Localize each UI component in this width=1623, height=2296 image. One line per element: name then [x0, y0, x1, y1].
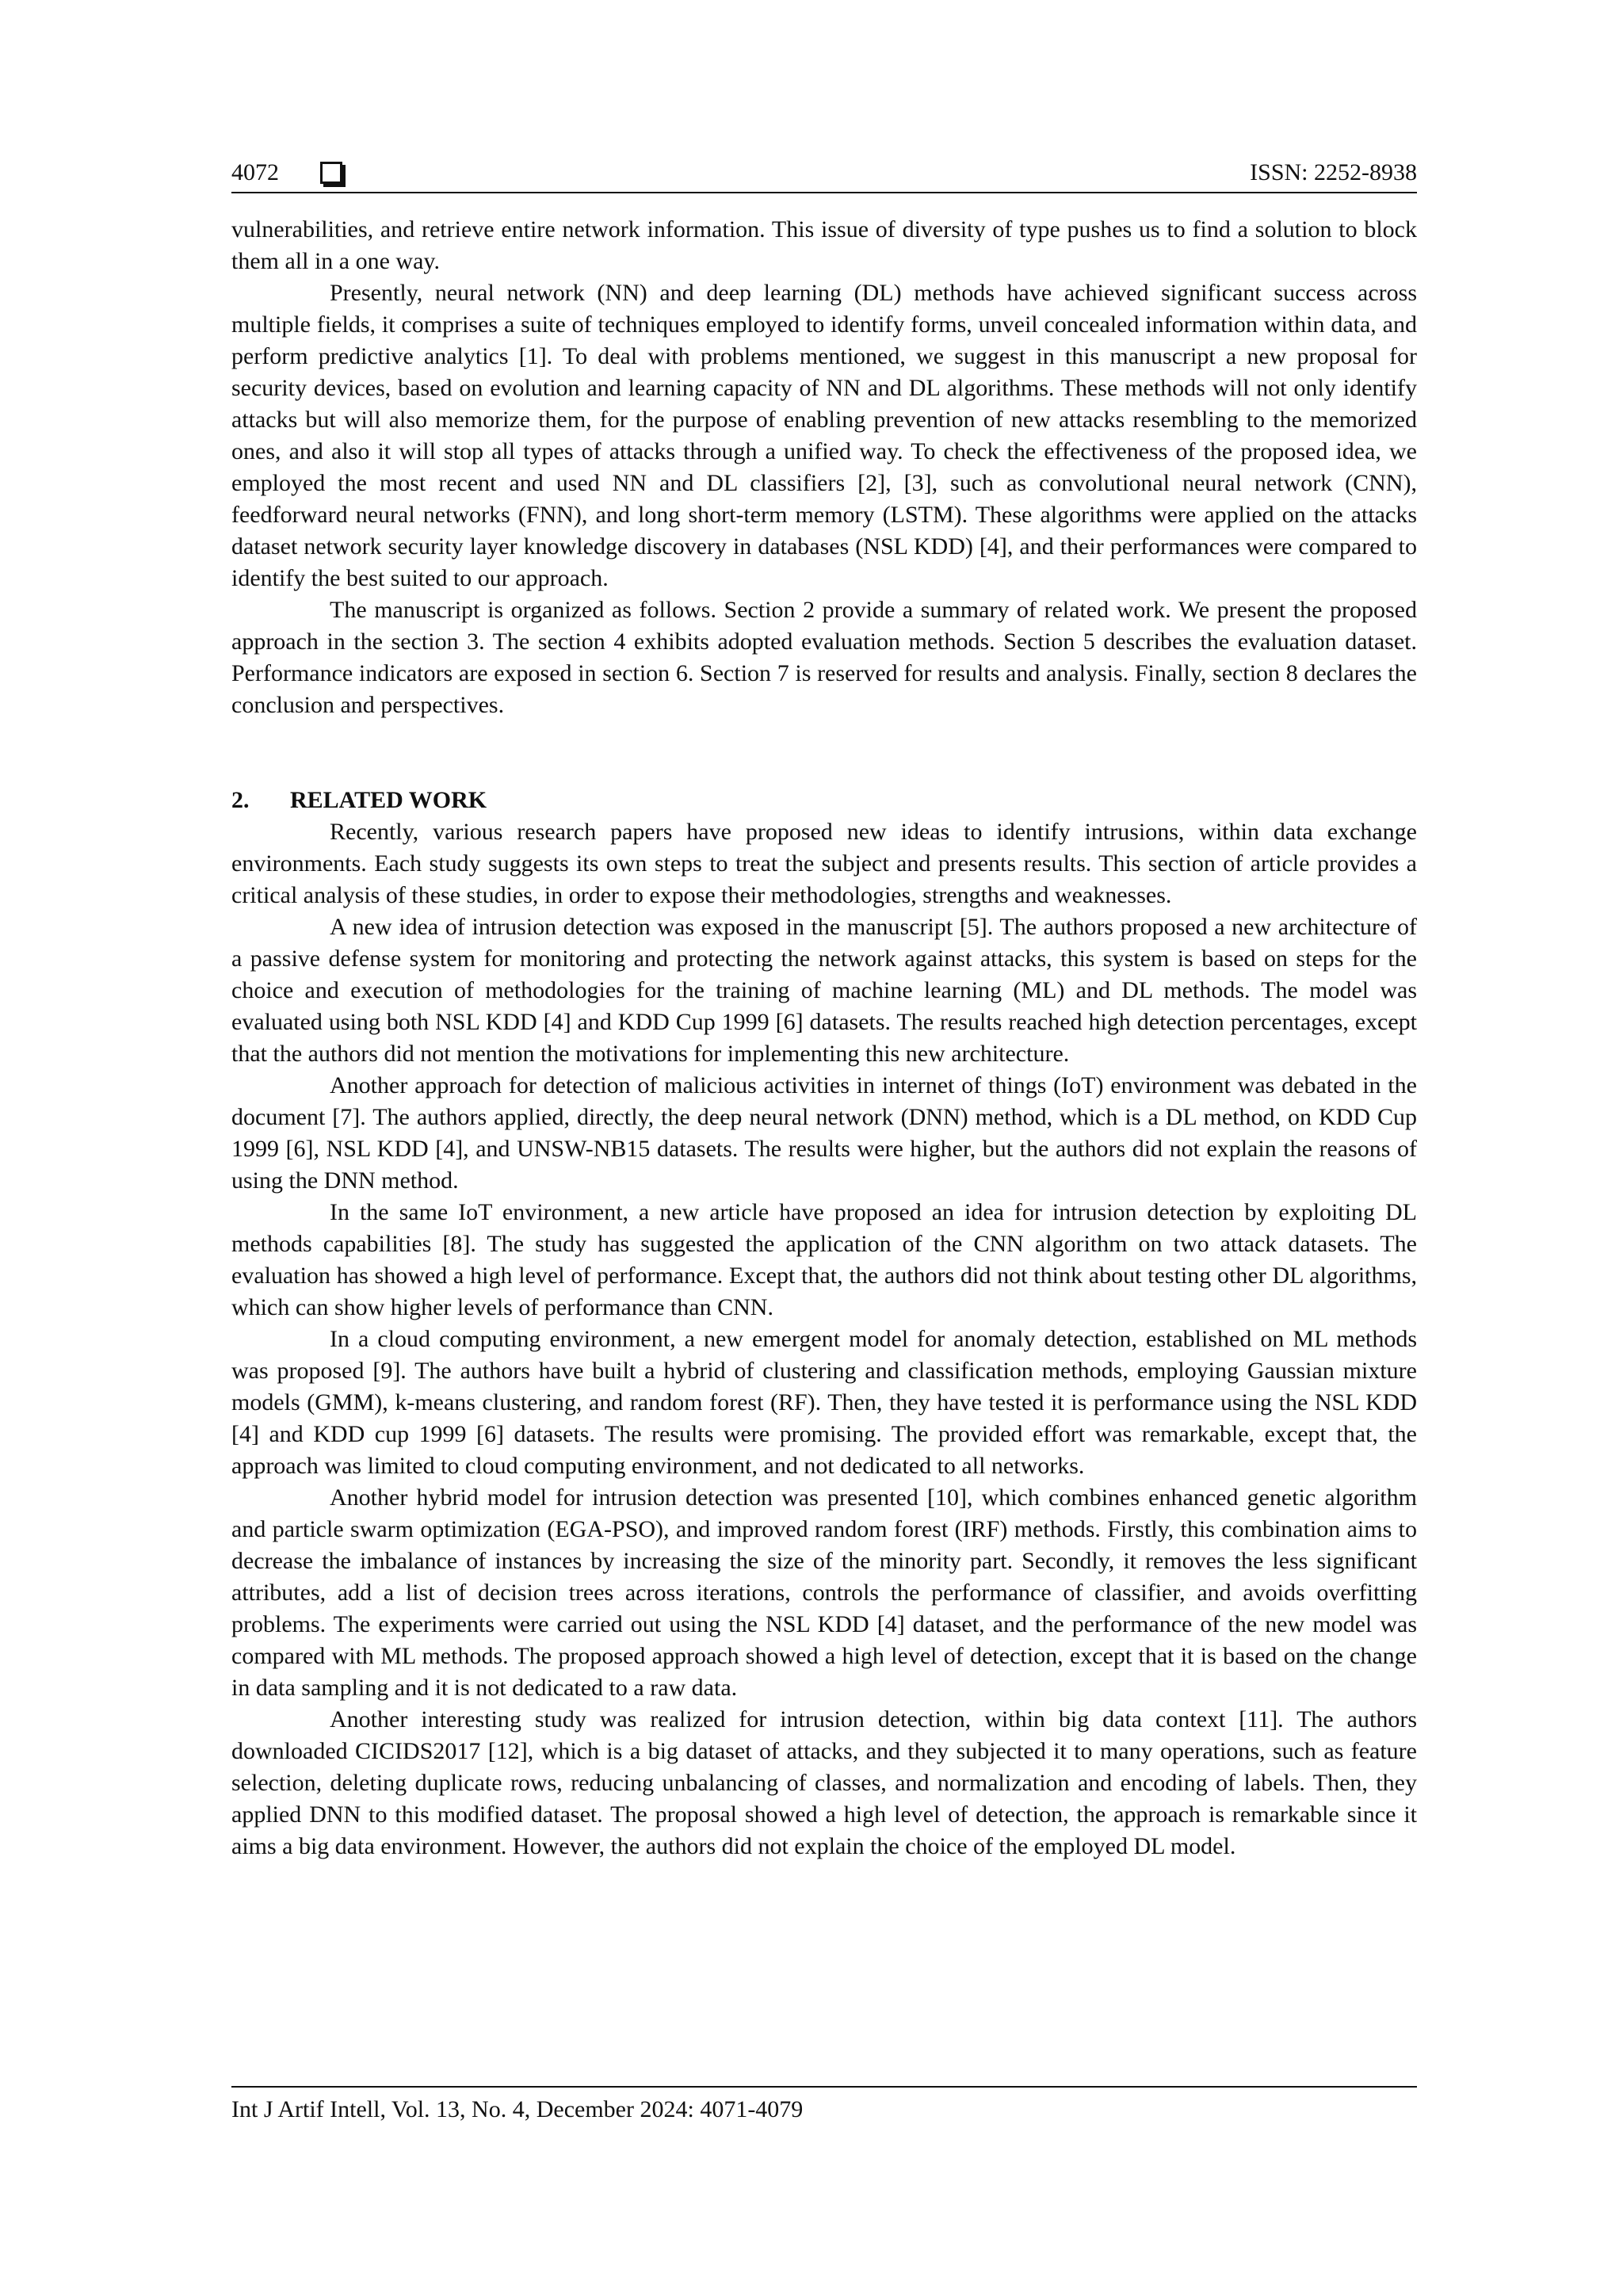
issn-label: ISSN: 2252-8938 [1250, 159, 1417, 185]
section-title: RELATED WORK [290, 787, 487, 813]
section-heading [231, 785, 1417, 816]
footer-citation: Int J Artif Intell, Vol. 13, No. 4, December 2024: 4071-4079 [231, 2096, 804, 2122]
paragraph: vulnerabilities, and retrieve entire network information. This issue of diversity of type pushes us to find a solution to block them all in a one way. [231, 216, 1417, 274]
paragraph: A new idea of intrusion detection was exposed in the manuscript [5]. The authors proposed a new architecture of a passive defense system for monitoring and protecting the network against attacks, this system is based on steps for the choice and execution of methodologies for the training of machine learning (ML) and DL methods. The model was evaluated using both NSL KDD [4] and KDD Cup 1999 [6] datasets. The results reached high detection percentages, except that the authors did not mention the motivations for implementing this new architecture. [231, 914, 1417, 1067]
paragraph: In the same IoT environment, a new article have proposed an idea for intrusion detection by exploiting DL methods capabilities [8]. The study has suggested the application of the CNN algorithm on two attack datasets. The evaluation has showed a high level of performance. Except that, the authors did not think about testing other DL algorithms, which can show higher levels of performance than CNN. [231, 1199, 1417, 1320]
section-number: 2. [231, 787, 250, 813]
page-number: 4072 [231, 159, 279, 185]
paragraph: The manuscript is organized as follows. Section 2 provide a summary of related work. We present the proposed approach in the section 3. The section 4 exhibits adopted evaluation methods. Section 5 describes the evaluation dataset. Performance indicators are exposed in section 6. Section 7 is reserved for results and analysis. Finally, section 8 declares the conclusion and perspectives. [231, 597, 1417, 718]
header-divider [231, 192, 1417, 193]
paragraph: Recently, various research papers have proposed new ideas to identify intrusions, within data exchange environments. Each study suggests its own steps to treat the subject and presents results. This section of article provides a critical analysis of these studies, in order to expose their methodologies, strengths and weaknesses. [231, 819, 1417, 908]
body-text [231, 214, 1417, 1862]
footer-divider [231, 2086, 1417, 2088]
paragraph: In a cloud computing environment, a new emergent model for anomaly detection, established on ML methods was proposed [9]. The authors have built a hybrid of clustering and classification methods, employing Gaussian mixture models (GMM), k-means clustering, and random forest (RF). Then, they have tested it is performance using the NSL KDD [4] and KDD cup 1999 [6] datasets. The results were promising. The provided effort was remarkable, except that, the approach was limited to cloud computing environment, and not dedicated to all networks. [231, 1326, 1417, 1479]
paragraph: Another approach for detection of malicious activities in internet of things (IoT) environment was debated in the document [7]. The authors applied, directly, the deep neural network (DNN) method, which is a DL method, on KDD Cup 1999 [6], NSL KDD [4], and UNSW-NB15 datasets. The results were higher, but the authors did not explain the reasons of using the DNN method. [231, 1072, 1417, 1194]
paragraph: Presently, neural network (NN) and deep learning (DL) methods have achieved significant success across multiple fields, it comprises a suite of techniques employed to identify forms, unveil concealed information within data, and perform predictive analytics [1]. To deal with problems mentioned, we suggest in this manuscript a new proposal for security devices, based on evolution and learning capacity of NN and DL algorithms. These methods will not only identify attacks but will also memorize them, for the purpose of enabling prevention of new attacks resembling to the memorized ones, and also it will stop all types of attacks through a unified way. To check the effectiveness of the proposed idea, we employed the most recent and used NN and DL classifiers [2], [3], such as convolutional neural network (CNN), feedforward neural networks (FNN), and long short-term memory (LSTM). These algorithms were applied on the attacks dataset network security layer knowledge discovery in databases (NSL KDD) [4], and their performances were compared to identify the best suited to our approach. [231, 280, 1417, 591]
page-header [231, 155, 1417, 190]
shadowed-square-icon [320, 162, 342, 184]
paragraph: Another interesting study was realized for intrusion detection, within big data context [11]. The authors downloaded CICIDS2017 [12], which is a big dataset of attacks, and they subjected it to many operations, such as feature selection, deleting duplicate rows, reducing unbalancing of classes, and normalization and encoding of labels. Then, they applied DNN to this modified dataset. The proposal showed a high level of detection, the approach is remarkable since it aims a big data environment. However, the authors did not explain the choice of the employed DL model. [231, 1706, 1417, 1859]
paragraph: Another hybrid model for intrusion detection was presented [10], which combines enhanced genetic algorithm and particle swarm optimization (EGA-PSO), and improved random forest (IRF) methods. Firstly, this combination aims to decrease the imbalance of instances by increasing the size of the minority part. Secondly, it removes the less significant attributes, add a list of decision trees across iterations, controls the performance of classifier, and avoids overfitting problems. The experiments were carried out using the NSL KDD [4] dataset, and the performance of the new model was compared with ML methods. The proposed approach showed a high level of detection, except that it is based on the change in data sampling and it is not dedicated to a raw data. [231, 1484, 1417, 1701]
